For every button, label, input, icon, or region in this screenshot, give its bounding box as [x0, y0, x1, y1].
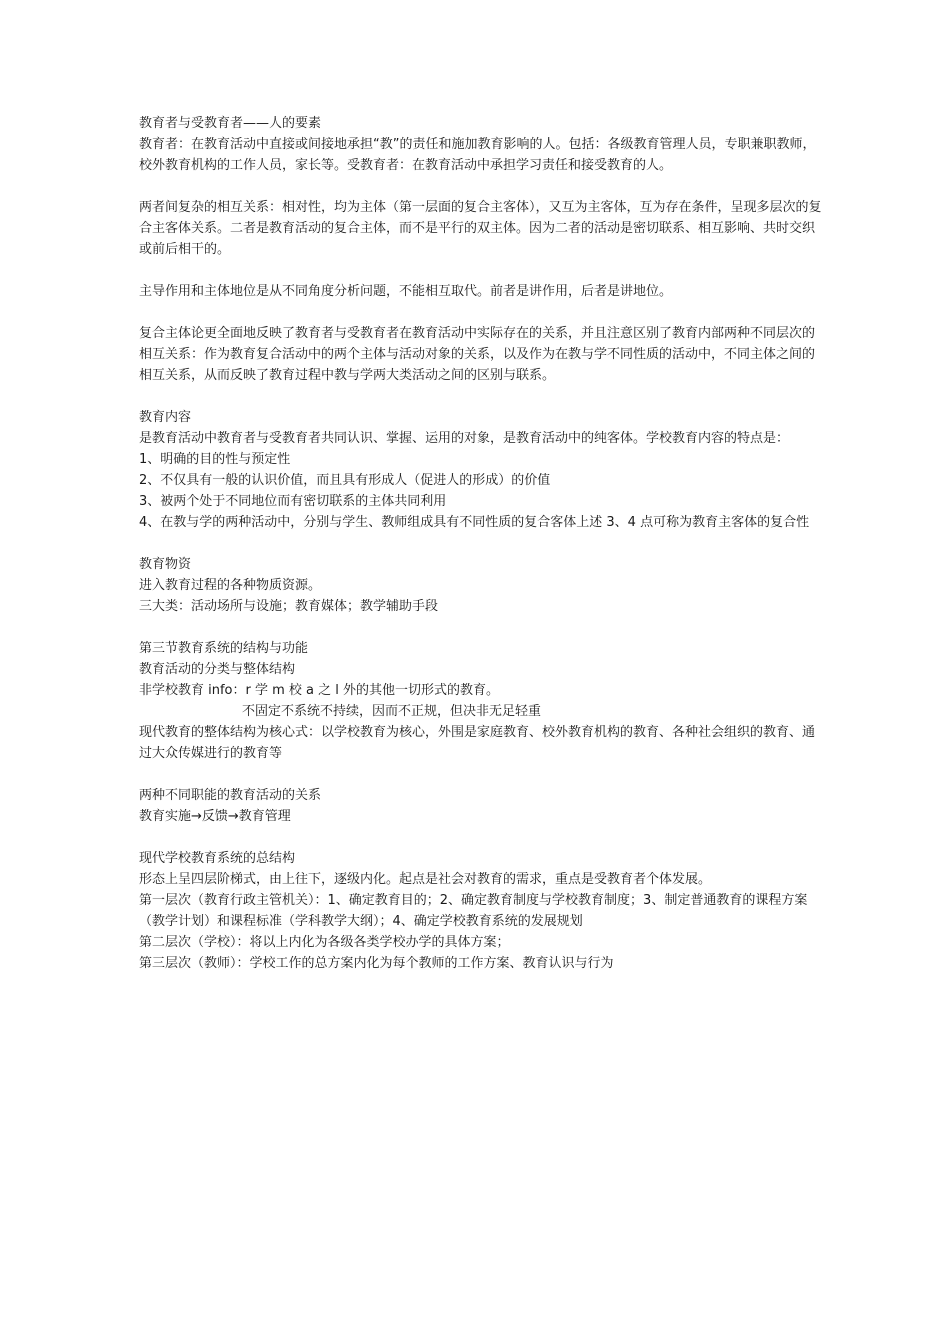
- paragraph-role-status: 主导作用和主体地位是从不同角度分析问题，不能相互取代。前者是讲作用，后者是讲地位。: [139, 284, 673, 299]
- paragraph-spacer: [139, 176, 824, 197]
- paragraph-materials-types: 三大类：活动场所与设施；教育媒体；教学辅助手段: [139, 599, 439, 614]
- paragraph-feedback-flow: 教育实施→反馈→教育管理: [139, 809, 291, 824]
- subsection-title-classification: 教育活动的分类与整体结构: [139, 662, 296, 677]
- paragraph-overall-structure: 现代教育的整体结构为核心式：以学校教育为核心，外围是家庭教育、校外教育机构的教育、各种社会组织的教育、通过大众传媒进行的教育等: [139, 725, 816, 761]
- paragraph-materials-definition: 进入教育过程的各种物质资源。: [139, 578, 322, 593]
- paragraph-four-levels: 形态上呈四层阶梯式，由上往下，逐级内化。起点是社会对教育的需求，重点是受教育者个体发展。: [139, 872, 712, 887]
- list-item: 2、不仅具有一般的认识价值，而且具有形成人（促进人的形成）的价值: [139, 473, 551, 488]
- section-title-materials: 教育物资: [139, 557, 192, 572]
- paragraph-nonschool-traits: 不固定不系统不持续，因而不正规，但决非无足轻重: [242, 704, 542, 719]
- paragraph-compound-subject: 复合主体论更全面地反映了教育者与受教育者在教育活动中实际存在的关系，并且注意区别了教育内部两种不同层次的相互关系：作为教育复合活动中的两个主体与活动对象的关系，以及作为在教与学不同性质的活动中，不同主体之间的相互关系，从而反映了教育过程中教与学两大类活动之间的区别与联系。: [139, 326, 816, 383]
- paragraph-level-three: 第三层次（教师）：学校工作的总方案内化为每个教师的工作方案、教育认识与行为: [139, 956, 614, 971]
- paragraph-spacer: [139, 827, 824, 848]
- paragraph-spacer: [139, 302, 824, 323]
- paragraph-spacer: [139, 617, 824, 638]
- section-title-school-system: 现代学校教育系统的总结构: [139, 851, 296, 866]
- paragraph-spacer: [139, 533, 824, 554]
- section-title-educators: 教育者与受教育者——人的要素: [139, 116, 322, 131]
- paragraph-spacer: [139, 260, 824, 281]
- section-title-system-structure: 第三节教育系统的结构与功能: [139, 641, 309, 656]
- section-title-two-functions: 两种不同职能的教育活动的关系: [139, 788, 322, 803]
- paragraph-level-one: 第一层次（教育行政主管机关）：1、确定教育目的；2、确定教育制度与学校教育制度；3、制定普通教育的课程方案（教学计划）和课程标准（学科教学大纲）；4、确定学校教育系统的发展规划: [139, 893, 808, 929]
- section-title-content: 教育内容: [139, 410, 192, 425]
- paragraph-spacer: [139, 386, 824, 407]
- paragraph-level-two: 第二层次（学校）：将以上内化为各级各类学校办学的具体方案；: [139, 935, 510, 950]
- list-item: 4、在教与学的两种活动中，分别与学生、教师组成具有不同性质的复合客体上述 3、4 点可称为教育主客体的复合性: [139, 515, 810, 530]
- paragraph-educator-definition: 教育者：在教育活动中直接或间接地承担“教”的责任和施加教育影响的人。包括：各级教育管理人员，专职兼职教师，校外教育机构的工作人员，家长等。受教育者：在教育活动中承担学习责任和接受教育的人。: [139, 137, 816, 173]
- paragraph-nonschool-education: 非学校教育 info：r 学 m 校 a 之 l 外的其他一切形式的教育。: [139, 683, 500, 698]
- list-item: 1、明确的目的性与预定性: [139, 452, 291, 467]
- list-item: 3、被两个处于不同地位而有密切联系的主体共同利用: [139, 494, 447, 509]
- paragraph-spacer: [139, 764, 824, 785]
- document-body: [139, 113, 824, 974]
- paragraph-relationship: 两者间复杂的相互关系：相对性，均为主体（第一层面的复合主客体），又互为主客体，互为存在条件，呈现多层次的复合主客体关系。二者是教育活动的复合主体，而不是平行的双主体。因为二者的活动是密切联系、相互影响、共时交织或前后相干的。: [139, 200, 822, 257]
- paragraph-content-definition: 是教育活动中教育者与受教育者共同认识、掌握、运用的对象，是教育活动中的纯客体。学校教育内容的特点是：: [139, 431, 790, 446]
